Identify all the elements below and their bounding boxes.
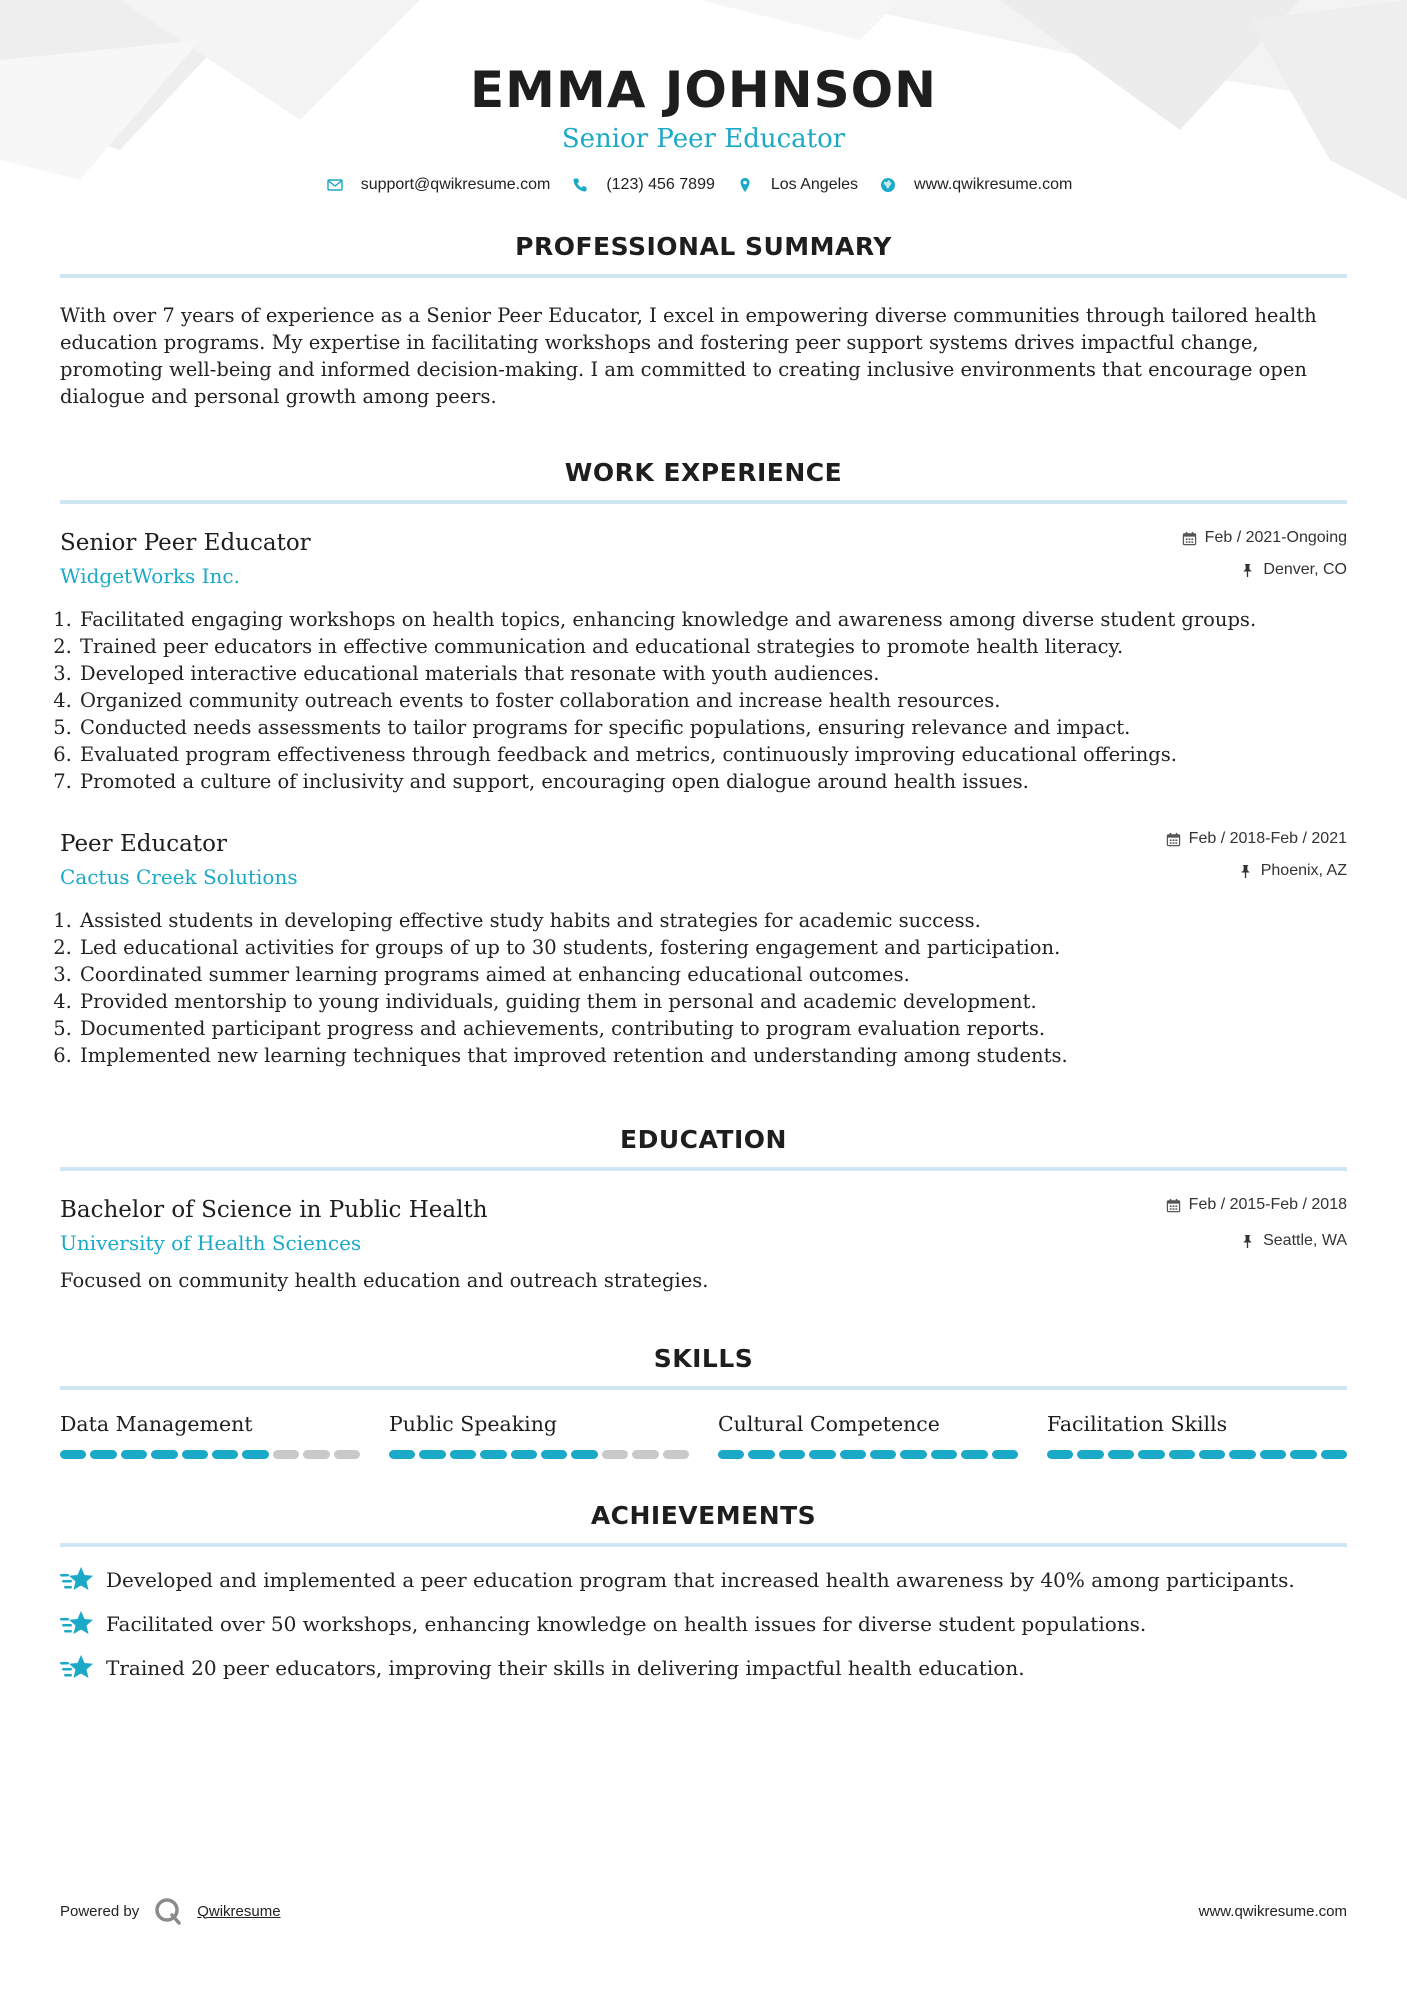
list-item: 4. Provided mentorship to young individuals, guiding them in personal and academic development. (78, 988, 1347, 1015)
skill-segment-filled (1321, 1450, 1347, 1459)
page-footer (60, 1896, 1347, 1926)
job-dates (1182, 528, 1347, 548)
summary-section (60, 232, 1347, 410)
skill-level-bar (718, 1450, 1018, 1459)
job-dates-text: Feb / 2018-Feb / 2021 (1188, 830, 1347, 847)
job-company: WidgetWorks Inc. (60, 564, 240, 588)
contact-email[interactable] (327, 176, 551, 194)
job-duties-list (60, 606, 1347, 795)
list-item (60, 1653, 1347, 1683)
map-pin-icon (737, 177, 753, 193)
list-item: 2. Trained peer educators in effective communication and educational strategies to promote health literacy. (78, 633, 1347, 660)
job-location (1166, 861, 1347, 881)
achievement-text: Facilitated over 50 workshops, enhancing knowledge on health issues for diverse student populations. (106, 1612, 1147, 1636)
contact-bar (60, 176, 1347, 194)
section-divider (60, 274, 1347, 278)
skill-segment-filled (90, 1450, 116, 1459)
section-divider (60, 1167, 1347, 1171)
skill-segment-filled (748, 1450, 774, 1459)
skills-heading: SKILLS (653, 1344, 754, 1373)
contact-location (737, 176, 858, 194)
education-heading: EDUCATION (620, 1125, 787, 1154)
skill-segment-filled (1138, 1450, 1164, 1459)
shooting-star-icon (60, 1653, 94, 1683)
contact-phone-text: (123) 456 7899 (606, 176, 715, 193)
pushpin-icon (1240, 563, 1255, 578)
calendar-icon (1166, 832, 1181, 847)
contact-phone[interactable] (572, 176, 715, 194)
job-dates (1166, 829, 1347, 849)
achievements-list (60, 1565, 1347, 1683)
skills-section (60, 1344, 1347, 1459)
list-item: 4. Organized community outreach events to foster collaboration and increase health resources. (78, 687, 1347, 714)
skill-segment-empty (273, 1450, 299, 1459)
skill-name: Facilitation Skills (1047, 1412, 1228, 1436)
phone-icon (572, 177, 588, 193)
skill-name: Cultural Competence (718, 1412, 940, 1436)
list-item: 5. Conducted needs assessments to tailor programs for specific populations, ensuring relevance and impact. (78, 714, 1347, 741)
skill-segment-filled (571, 1450, 597, 1459)
skill-segment-empty (303, 1450, 329, 1459)
list-item (60, 1609, 1347, 1639)
list-item: 7. Promoted a culture of inclusivity and support, encouraging open dialogue around health issues. (78, 768, 1347, 795)
skill-segment-filled (419, 1450, 445, 1459)
envelope-icon (327, 177, 343, 193)
list-item: 2. Led educational activities for groups of up to 30 students, fostering engagement and participation. (78, 934, 1347, 961)
skill-segment-filled (1199, 1450, 1225, 1459)
achievement-text: Developed and implemented a peer education program that increased health awareness by 40% among participants. (106, 1568, 1295, 1592)
education-degree: Bachelor of Science in Public Health (60, 1197, 488, 1223)
job-location (1182, 560, 1347, 580)
skill-segment-filled (450, 1450, 476, 1459)
job-role: Peer Educator (60, 831, 227, 857)
skill-segment-empty (602, 1450, 628, 1459)
skill-level-bar (60, 1450, 360, 1459)
candidate-title: Senior Peer Educator (561, 124, 846, 154)
skill-segment-empty (632, 1450, 658, 1459)
skill-segment-filled (992, 1450, 1018, 1459)
education-location-text: Seattle, WA (1263, 1232, 1347, 1249)
contact-location-text: Los Angeles (770, 176, 859, 193)
skill-segment-filled (779, 1450, 805, 1459)
skill-segment-filled (1077, 1450, 1103, 1459)
skill-segment-filled (1260, 1450, 1286, 1459)
skill-segment-filled (242, 1450, 268, 1459)
skill-segment-filled (182, 1450, 208, 1459)
calendar-icon (1166, 1198, 1181, 1213)
skill-level-bar (389, 1450, 689, 1459)
contact-email-text: support@qwikresume.com (360, 176, 551, 193)
powered-by-label: Powered by (60, 1902, 140, 1920)
skill-segment-filled (1290, 1450, 1316, 1459)
education-location (1166, 1231, 1347, 1251)
candidate-name: EMMA JOHNSON (470, 61, 937, 119)
summary-heading: PROFESSIONAL SUMMARY (515, 232, 892, 261)
skills-list (60, 1410, 1347, 1459)
job-dates-text: Feb / 2021-Ongoing (1204, 529, 1347, 546)
powered-by (60, 1896, 281, 1926)
shooting-star-icon (60, 1565, 94, 1595)
skill-segment-filled (870, 1450, 896, 1459)
list-item: 1. Facilitated engaging workshops on health topics, enhancing knowledge and awareness among diverse student groups. (78, 606, 1347, 633)
job-entry (60, 829, 1347, 1069)
list-item: 3. Developed interactive educational materials that resonate with youth audiences. (78, 660, 1347, 687)
shooting-star-icon (60, 1609, 94, 1639)
skill-item (1047, 1410, 1347, 1459)
job-entry (60, 528, 1347, 795)
job-duties-list (60, 907, 1347, 1069)
footer-website[interactable]: www.qwikresume.com (1198, 1902, 1347, 1920)
education-dates (1166, 1195, 1347, 1215)
skill-segment-empty (334, 1450, 360, 1459)
experience-heading: WORK EXPERIENCE (564, 458, 843, 487)
section-divider (60, 500, 1347, 504)
summary-text: With over 7 years of experience as a Senior Peer Educator, I excel in empowering diverse communities through tailored health education programs. My expertise in facilitating workshops and fostering peer support systems drives impactful change, promoting well-being and informed decision-making. I am committed to creating inclusive environments that encourage open dialogue and personal growth among peers. (60, 304, 1317, 408)
skill-name: Public Speaking (389, 1412, 558, 1436)
experience-section (60, 458, 1347, 1069)
skill-segment-filled (840, 1450, 866, 1459)
globe-icon (880, 177, 896, 193)
skill-segment-filled (389, 1450, 415, 1459)
achievements-heading: ACHIEVEMENTS (590, 1501, 817, 1530)
skill-item (389, 1410, 689, 1459)
list-item: 1. Assisted students in developing effective study habits and strategies for academic success. (78, 907, 1347, 934)
list-item: 6. Implemented new learning techniques that improved retention and understanding among students. (78, 1042, 1347, 1069)
skill-segment-filled (511, 1450, 537, 1459)
calendar-icon (1182, 531, 1197, 546)
list-item: 5. Documented participant progress and achievements, contributing to program evaluation reports. (78, 1015, 1347, 1042)
skill-segment-filled (1047, 1450, 1073, 1459)
education-dates-text: Feb / 2015-Feb / 2018 (1188, 1196, 1347, 1213)
education-section (60, 1125, 1347, 1294)
skill-segment-filled (121, 1450, 147, 1459)
skill-segment-filled (541, 1450, 567, 1459)
education-entry (60, 1195, 1347, 1294)
job-role: Senior Peer Educator (60, 530, 311, 556)
skill-segment-filled (151, 1450, 177, 1459)
skill-segment-filled (1169, 1450, 1195, 1459)
skill-item (60, 1410, 360, 1459)
achievement-text: Trained 20 peer educators, improving their skills in delivering impactful health education. (106, 1656, 1025, 1680)
qwikresume-logo-icon (153, 1896, 183, 1926)
education-description: Focused on community health education and outreach strategies. (60, 1269, 709, 1292)
skill-segment-filled (480, 1450, 506, 1459)
job-location-text: Denver, CO (1263, 561, 1347, 578)
list-item: 6. Evaluated program effectiveness through feedback and metrics, continuously improving educational offerings. (78, 741, 1347, 768)
skill-segment-filled (809, 1450, 835, 1459)
skill-segment-empty (663, 1450, 689, 1459)
job-location-text: Phoenix, AZ (1260, 862, 1347, 879)
job-company: Cactus Creek Solutions (60, 865, 298, 889)
skill-segment-filled (718, 1450, 744, 1459)
education-school: University of Health Sciences (60, 1231, 362, 1255)
skill-segment-filled (1229, 1450, 1255, 1459)
skill-name: Data Management (60, 1412, 253, 1436)
skill-level-bar (1047, 1450, 1347, 1459)
skill-item (718, 1410, 1018, 1459)
skill-segment-filled (961, 1450, 987, 1459)
skill-segment-filled (60, 1450, 86, 1459)
skill-segment-filled (931, 1450, 957, 1459)
pushpin-icon (1240, 1234, 1255, 1249)
pushpin-icon (1238, 864, 1253, 879)
skill-segment-filled (900, 1450, 926, 1459)
skill-segment-filled (212, 1450, 238, 1459)
qwikresume-brand-link[interactable]: Qwikresume (197, 1902, 281, 1920)
section-divider (60, 1386, 1347, 1390)
resume-header (60, 0, 1347, 194)
list-item: 3. Coordinated summer learning programs aimed at enhancing educational outcomes. (78, 961, 1347, 988)
contact-website-text: www.qwikresume.com (914, 176, 1073, 193)
contact-website[interactable] (880, 176, 1072, 194)
skill-segment-filled (1108, 1450, 1134, 1459)
achievements-section (60, 1501, 1347, 1683)
list-item (60, 1565, 1347, 1595)
section-divider (60, 1543, 1347, 1547)
